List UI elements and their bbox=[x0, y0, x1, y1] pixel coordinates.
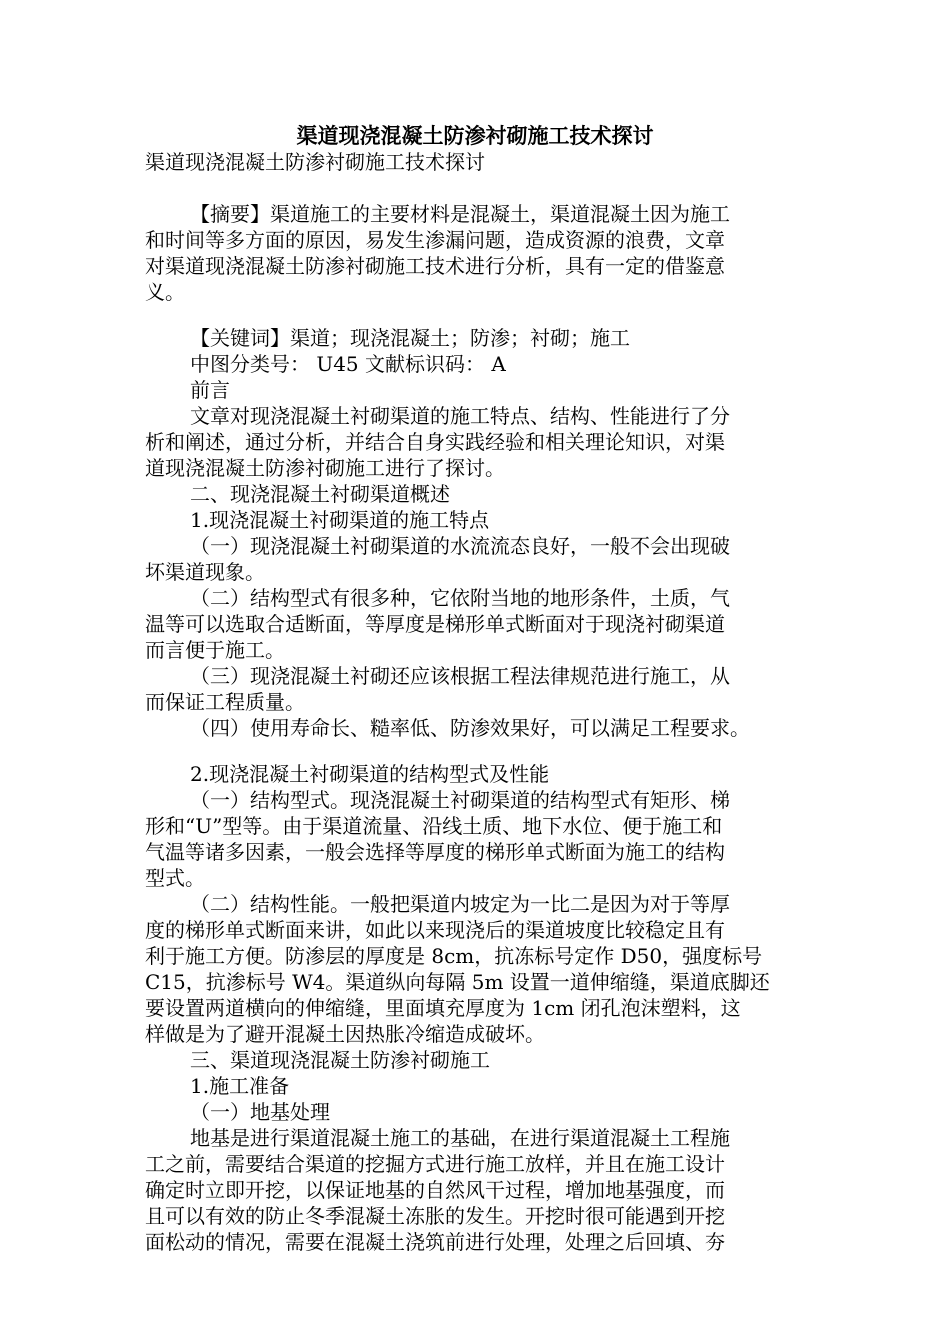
paragraph-line: 样做是为了避开混凝土因热胀冷缩造成破坏。 bbox=[145, 1022, 545, 1046]
paragraph-line: 要设置两道横向的伸缩缝，里面填充厚度为 1cm 闭孔泡沫塑料，这 bbox=[145, 996, 741, 1020]
paragraph-line: 面松动的情况，需要在混凝土浇筑前进行处理，处理之后回填、夯 bbox=[145, 1230, 725, 1254]
paragraph-line: 而保证工程质量。 bbox=[145, 690, 305, 714]
paragraph-line: 且可以有效的防止冬季混凝土冻胀的发生。开挖时很可能遇到开挖 bbox=[145, 1204, 725, 1228]
subsection-heading: 1.现浇混凝土衬砌渠道的施工特点 bbox=[190, 508, 490, 532]
abstract-line: 【摘要】渠道施工的主要材料是混凝土，渠道混凝土因为施工 bbox=[190, 202, 730, 226]
paragraph-line: 确定时立即开挖，以保证地基的自然风干过程，增加地基强度，而 bbox=[145, 1178, 725, 1202]
paragraph-line: 利于施工方便。防渗层的厚度是 8cm，抗冻标号定作 D50，强度标号 bbox=[145, 944, 763, 968]
paragraph-line: 形和“U”型等。由于渠道流量、沿线土质、地下水位、便于施工和 bbox=[145, 814, 723, 838]
abstract-line: 义。 bbox=[145, 280, 185, 304]
paragraph-line: 地基是进行渠道混凝土施工的基础，在进行渠道混凝土工程施 bbox=[190, 1126, 730, 1150]
classification-line: 中图分类号： U45 文献标识码： A bbox=[190, 352, 506, 376]
paragraph-line: 度的梯形单式断面来讲，如此以来现浇后的渠道坡度比较稳定且有 bbox=[145, 918, 725, 942]
paragraph-line: 气温等诸多因素，一般会选择等厚度的梯形单式断面为施工的结构 bbox=[145, 840, 725, 864]
document-title: 渠道现浇混凝土防渗衬砌施工技术探讨 bbox=[296, 123, 654, 148]
abstract-line: 对渠道现浇混凝土防渗衬砌施工技术进行分析，具有一定的借鉴意 bbox=[145, 254, 725, 278]
paragraph-line: 型式。 bbox=[145, 866, 205, 890]
paragraph-line: （二）结构性能。一般把渠道内坡定为一比二是因为对于等厚 bbox=[190, 892, 730, 916]
paragraph-line: 文章对现浇混凝土衬砌渠道的施工特点、结构、性能进行了分 bbox=[190, 404, 730, 428]
paragraph-line: 工之前，需要结合渠道的挖掘方式进行施工放样，并且在施工设计 bbox=[145, 1152, 725, 1176]
subsection-heading: 1.施工准备 bbox=[190, 1074, 290, 1098]
paragraph-line: （一）现浇混凝土衬砌渠道的水流流态良好，一般不会出现破 bbox=[190, 534, 730, 558]
paragraph-line: （三）现浇混凝土衬砌还应该根据工程法律规范进行施工，从 bbox=[190, 664, 730, 688]
subtitle-line: 渠道现浇混凝土防渗衬砌施工技术探讨 bbox=[145, 150, 485, 174]
paragraph-line: 坏渠道现象。 bbox=[145, 560, 265, 584]
paragraph-line: 温等可以选取合适断面，等厚度是梯形单式断面对于现浇衬砌渠道 bbox=[145, 612, 725, 636]
paragraph-line: 而言便于施工。 bbox=[145, 638, 285, 662]
paragraph-line: C15，抗渗标号 W4。渠道纵向每隔 5m 设置一道伸缩缝，渠道底脚还 bbox=[145, 970, 770, 994]
paragraph-line: （四）使用寿命长、糙率低、防渗效果好，可以满足工程要求。 bbox=[190, 716, 750, 740]
section-heading: 前言 bbox=[190, 378, 230, 402]
subsection-heading: （一）地基处理 bbox=[190, 1100, 330, 1124]
paragraph-line: 析和阐述，通过分析，并结合自身实践经验和相关理论知识，对渠 bbox=[145, 430, 725, 454]
section-heading: 二、现浇混凝土衬砌渠道概述 bbox=[190, 482, 450, 506]
subsection-heading: 2.现浇混凝土衬砌渠道的结构型式及性能 bbox=[190, 762, 550, 786]
section-heading: 三、渠道现浇混凝土防渗衬砌施工 bbox=[190, 1048, 490, 1072]
keywords-line: 【关键词】渠道；现浇混凝土；防渗；衬砌；施工 bbox=[190, 326, 630, 350]
paragraph-line: （一）结构型式。现浇混凝土衬砌渠道的结构型式有矩形、梯 bbox=[190, 788, 730, 812]
paragraph-line: （二）结构型式有很多种，它依附当地的地形条件，土质，气 bbox=[190, 586, 730, 610]
paragraph-line: 道现浇混凝土防渗衬砌施工进行了探讨。 bbox=[145, 456, 505, 480]
abstract-line: 和时间等多方面的原因，易发生渗漏问题，造成资源的浪费，文章 bbox=[145, 228, 725, 252]
